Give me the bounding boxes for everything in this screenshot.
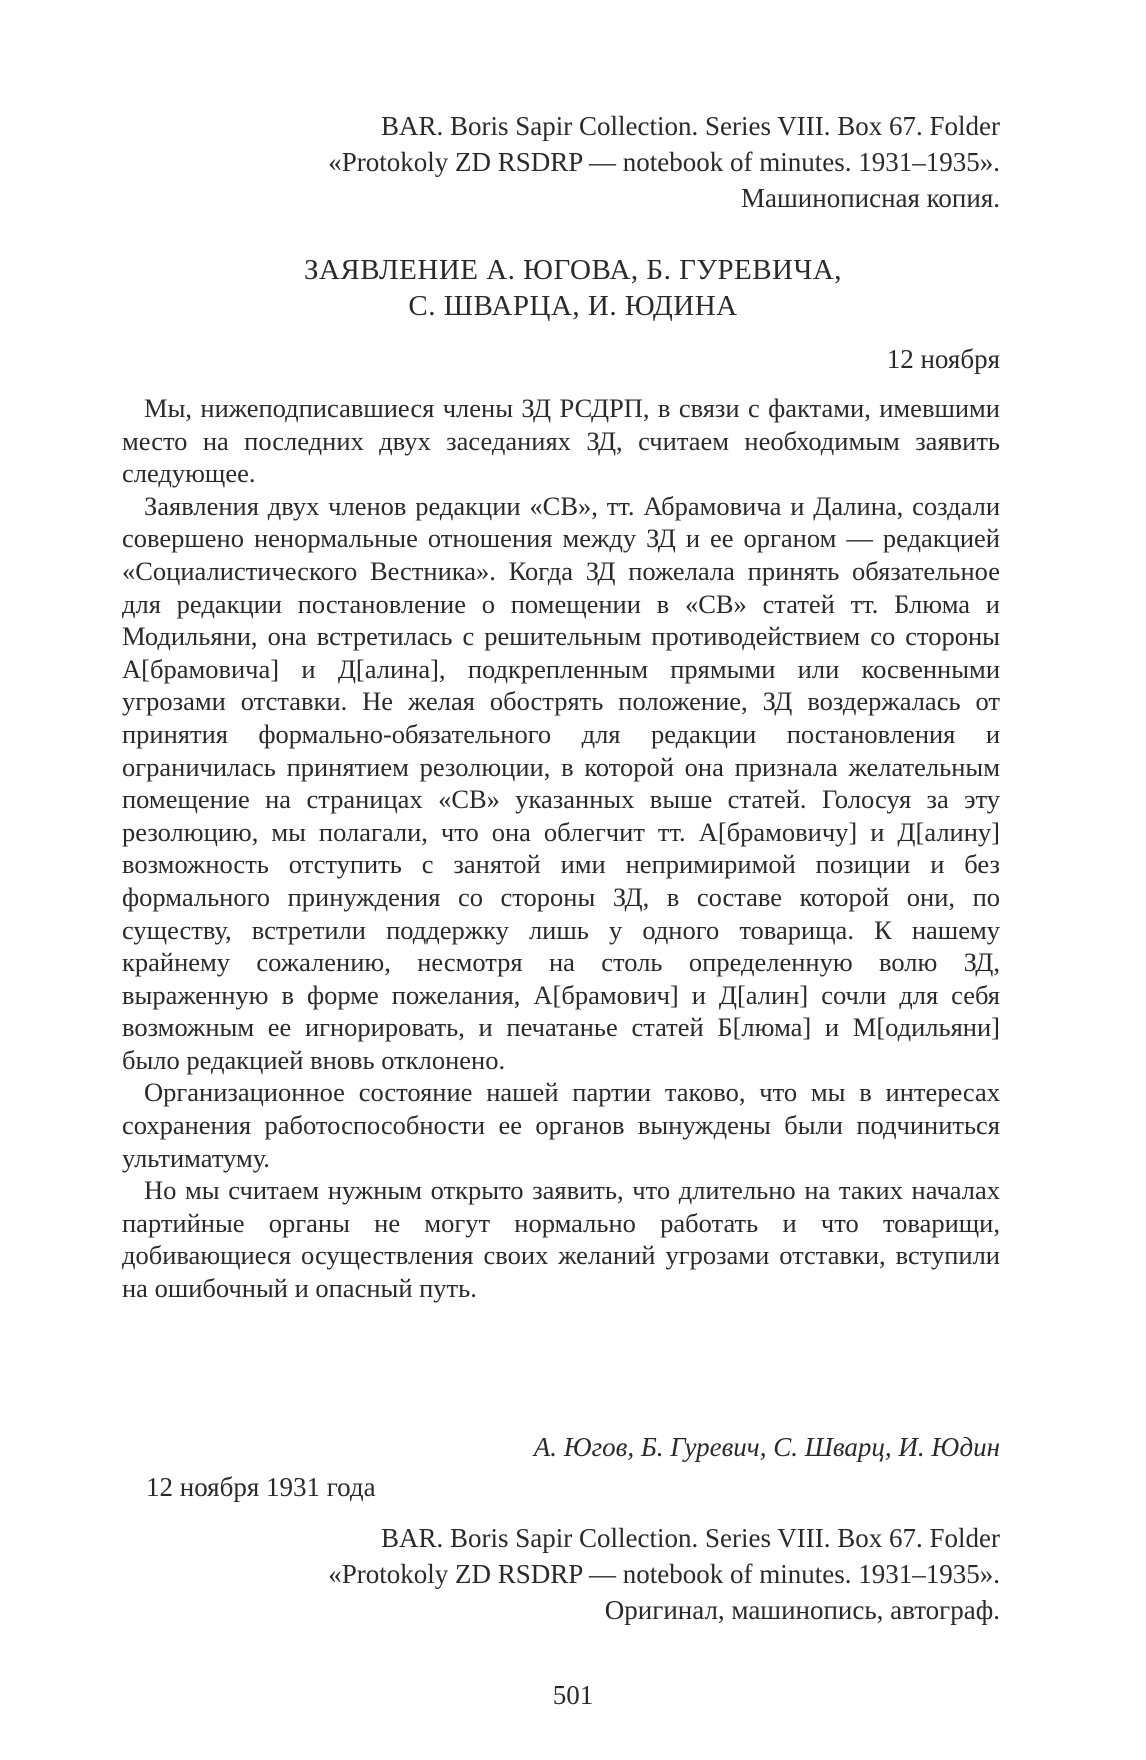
archival-source-top [328, 108, 1000, 216]
title-line: С. ШВАРЦА, И. ЮДИНА [408, 290, 738, 322]
source-line: BAR. Boris Sapir Collection. Series VIII. Box 67. Folder [381, 111, 1000, 141]
body-paragraph: Мы, нижеподписавшиеся члены ЗД РСДРП, в связи с фактами, имевшими место на последних двух заседаниях ЗД, считаем необходимым заявить следующее. [122, 393, 1000, 489]
signatures: А. Югов, Б. Гуревич, С. Шварц, И. Юдин [533, 1432, 1000, 1462]
footer-date: 12 ноября 1931 года [146, 1472, 376, 1502]
archival-source-bottom [328, 1520, 1000, 1628]
source-line: Оригинал, машинопись, автограф. [604, 1595, 1000, 1625]
body-paragraph: Организационное состояние нашей партии таково, что мы в интересах сохранения работоспособности ее органов вынуждены были подчиниться ультиматуму. [122, 1077, 1000, 1173]
body-paragraph: Но мы считаем нужным открыто заявить, что длительно на таких началах партийные органы не могут нормально работать и что товарищи, добивающиеся осуществления своих желаний угрозами отставки, вступили на ошибочный и опасный путь. [122, 1175, 1000, 1304]
title-line: ЗАЯВЛЕНИЕ А. ЮГОВА, Б. ГУРЕВИЧА, [303, 254, 843, 286]
header-date: 12 ноября [886, 344, 1000, 374]
document-title [0, 252, 1146, 324]
page-number: 501 [552, 1680, 594, 1710]
source-line: Машинописная копия. [741, 183, 1000, 213]
source-line: «Protokoly ZD RSDRP — notebook of minutes. 1931–1935». [328, 1559, 1000, 1589]
source-line: BAR. Boris Sapir Collection. Series VIII. Box 67. Folder [381, 1523, 1000, 1553]
body-paragraph: Заявления двух членов редакции «СВ», тт. Абрамовича и Далина, создали совершено ненормальные отношения между ЗД и ее органом — редакцией «Социалистического Вестника». Когда ЗД пожелала принять обязательное для редакции постановление о помещении в «СВ» статей тт. Блюма и Модильяни, она встретилась с решительным противодействием со стороны А[брамовича] и Д[алина], подкрепленным прямыми или косвенными угрозами отставки. Не желая обострять положение, ЗД воздержалась от принятия формально-обязательного для редакции постановления и ограничилась принятием резолюции, в которой она признала желательным помещение на страницах «СВ» указанных выше статей. Голосуя за эту резолюцию, мы полагали, что она облегчит тт. А[брамовичу] и Д[алину] возможность отступить с занятой ими непримиримой позиции и без формального принуждения со стороны ЗД, в составе которой они, по существу, встретили поддержку лишь у одного товарища. К нашему крайнему сожалению, несмотря на столь определенную волю ЗД, выраженную в форме пожелания, А[брамович] и Д[алин] сочли для себя возможным ее игнорировать, и печатанье статей Б[люма] и М[одильяни] было редакцией вновь отклонено. [122, 490, 1000, 1075]
statement-body [122, 392, 1000, 1305]
source-line: «Protokoly ZD RSDRP — notebook of minutes. 1931–1935». [328, 147, 1000, 177]
